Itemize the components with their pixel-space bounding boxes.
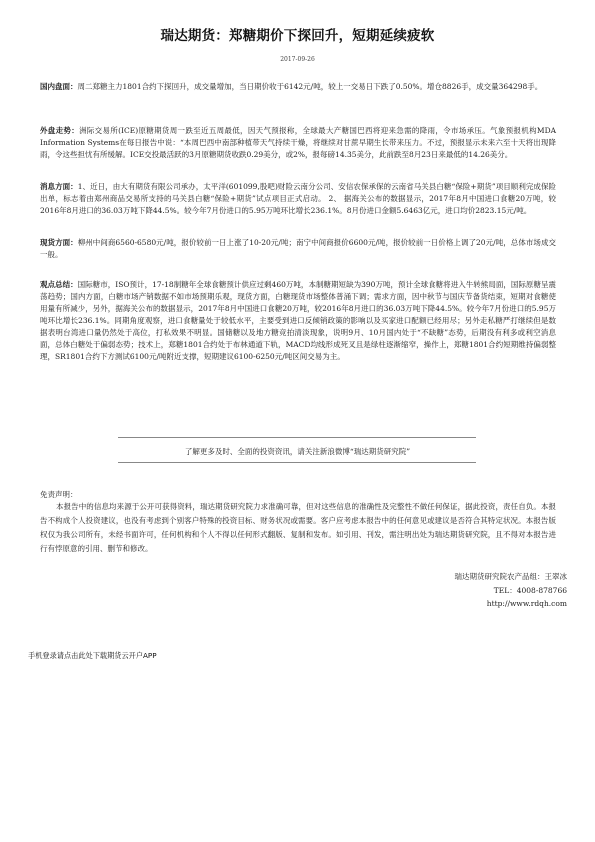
section-heading: 消息方面： [40, 182, 78, 191]
signature-author: 瑞达期货研究院农产品组：王翠冰 [454, 572, 567, 581]
document-title: 瑞达期货：郑糖期价下探回升，短期延续疲软 [160, 28, 435, 44]
section-text: 柳州中间商6560-6580元/吨，报价较前一日上涨了10-20元/吨；南宁中间商报价6600元/吨，报价较前一日价格上调了20元/吨，总体市场成交一般。 [40, 238, 556, 259]
section-domestic [40, 81, 556, 93]
disclaimer-title: 免责声明： [40, 490, 78, 499]
section-heading: 观点总结： [40, 280, 78, 289]
section-text: 洲际交易所(ICE)原糖期货周一跌至近五周最低，因天气预报称，全球最大产糖国巴西将迎来急需的降雨，令市场承压。气象预报机构MDA Information Systems在每日报告中说：“本周巴西中南部种植带天气持续干燥，将继续对甘蔗早期生长带来压力。不过，预报显示未来六至十天将出现降雨，令这些担忧有所缓解。ICE交投最活跃的3月原糖期货收跌0.29美分，或2%，报每磅14.35美分，此前跌至8月23日来最低的14.26美分。 [40, 126, 556, 159]
section-text: 1、近日，由大有期货有限公司承办，太平洋(601099,股吧)财险云南分公司、安信农保承保的云南省马关县白糖“保险+期货”项目顺利完成保险出单，标志着由郑州商品交易所支持的马关县白糖“保险+期货”试点项目正式启动。 2、 据海关公布的数据显示，2017年8月中国进口食糖20万吨，较2016年8月进口的36.03万吨下降44.5%。较今年7月份进口的5.95万吨环比增长236.1%。8月份进口金额5.6463亿元，进口均价2823.15元/吨。 [40, 182, 557, 215]
signature-url[interactable]: http://www.rdqh.com [486, 599, 567, 608]
signature-tel: TEL：4008-878766 [493, 586, 567, 595]
section-heading: 现货方面： [40, 238, 78, 247]
disclaimer-text: 本报告中的信息均来源于公开可获得资料，瑞达期货研究院力求准确可靠，但对这些信息的准确性及完整性不做任何保证，据此投资，责任自负。本报告不构成个人投资建议，也没有考虑到个别客户特殊的投资目标、财务状况或需要。客户应考虑本报告中的任何意见或建议是否符合其特定状况。本报告版权仅为我公司所有，未经书面许可，任何机构和个人不得以任何形式翻版、复制和发布。如引用、刊发，需注明出处为瑞达期货研究院，且不得对本报告进行有悖原意的引用、删节和修改。 [40, 502, 556, 553]
section-text: 周二郑糖主力1801合约下探回升，成交量增加，当日期价收于6142元/吨，较上一交易日下跌了0.50%。增仓8826手，成交量364298手。 [77, 82, 543, 91]
divider-bottom [118, 462, 476, 463]
section-overseas [40, 125, 556, 161]
section-news [40, 181, 556, 217]
section-heading: 国内盘面： [40, 82, 78, 91]
divider-top [118, 437, 476, 438]
follow-weibo-line: 了解更多及时、全面的投资资讯，请关注新浪微博“瑞达期货研究院” [184, 447, 411, 456]
download-app-link[interactable]: 手机登录请点击此处下载期货云开户APP [28, 651, 157, 660]
section-text: 国际糖市，ISO预计，17-18制糖年全球食糖预计供应过剩460万吨，本制糖期短缺为390万吨，预计全球食糖将进入牛转熊局面，国际原糖呈震荡趋势；国内方面，白糖市场产销数据不如市场预期乐观，现货方面，白糖现货市场整体普涌下调；需求方面，因中秋节与国庆节备货结束，短期对食糖使用量有所减少，另外，据海关公布的数据显示，2017年8月中国进口食糖20万吨，较2016年8月进口的36.03万吨下降44.5%。较今年7月份进口的5.95万吨环比增长236.1%。同期角度观察，进口食糖量处于较低水平，主要受到进口反倾销政策的影响以及买家进口配额已经用尽；另外走私糖严打继续但是数据表明台湾进口量仍然处于高位，打私效果不明显。国储糖以及地方糖竞拍清淡现象，说明9月、10月国内处于“不缺糖”态势，后期没有利多或利空消息面，总体白糖处于偏弱态势；技术上，郑糖1801合约处于布林通道下轨，MACD均线形成死叉且是绿柱逐渐缩窄，操作上，郑糖1801合约短期维持偏弱整理，SR1801合约下方测试6100元/吨附近支撑，短期建议6100-6250元/吨区间交易为主。 [40, 280, 557, 361]
section-heading: 外盘走势： [40, 126, 80, 135]
section-spot [40, 237, 556, 261]
document-date: 2017-09-26 [280, 56, 315, 63]
section-summary [40, 279, 556, 363]
